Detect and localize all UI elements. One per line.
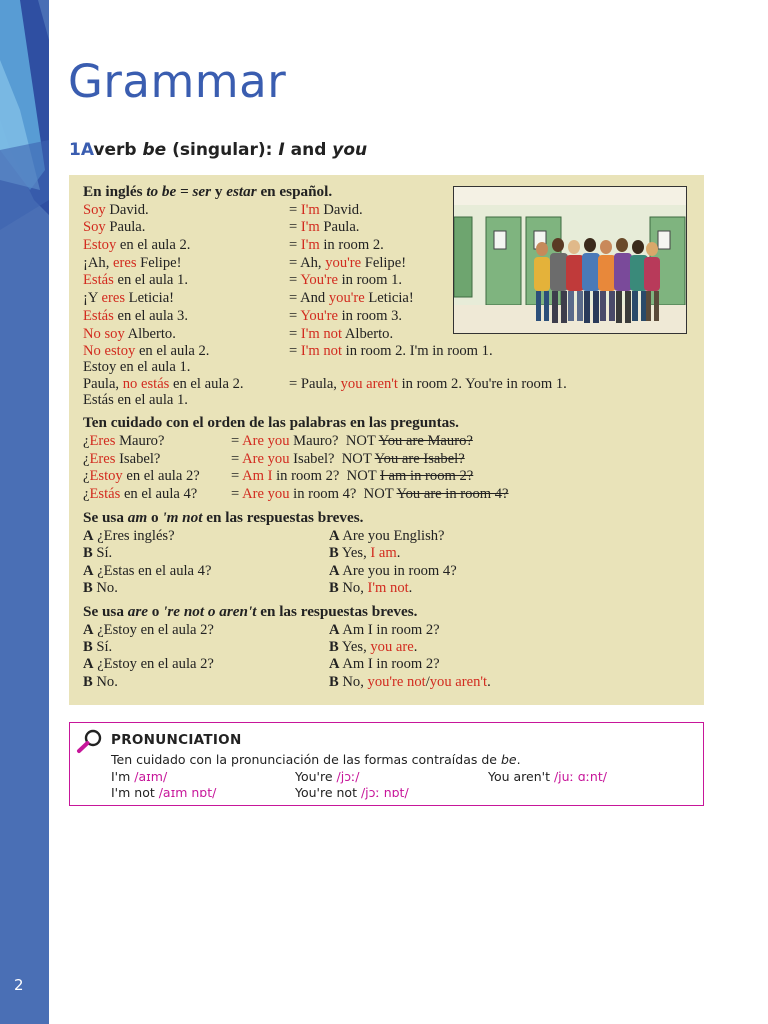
question-es: ¿Eres Mauro? xyxy=(83,433,165,449)
pair-en: = I'm David. xyxy=(289,202,363,218)
dialogue-es: B No. xyxy=(83,674,118,690)
pronunciation-item: You're /jɔː/ xyxy=(295,769,360,784)
left-side-bar xyxy=(0,0,49,1024)
classroom-illustration xyxy=(453,186,687,334)
pair-en: = I'm in room 2. xyxy=(289,237,384,253)
page-title: Grammar xyxy=(68,55,287,108)
pair-es: Paula, no estás en el aula 2. xyxy=(83,376,244,392)
pronunciation-instruction: Ten cuidado con la pronunciación de las formas contraídas de be. xyxy=(111,752,521,767)
section-heading: 1Averb be (singular): I and you xyxy=(69,140,368,160)
pair-es: Estás en el aula 1. xyxy=(83,272,188,288)
pair-en: = You're in room 3. xyxy=(289,308,403,324)
dialogue-es: A ¿Eres inglés? xyxy=(83,528,175,544)
question-en: = Are you Isabel? NOT You are Isabel? xyxy=(231,451,465,467)
dialogue-es: B No. xyxy=(83,580,118,596)
question-en: = Are you Mauro? NOT You are Mauro? xyxy=(231,433,473,449)
dialogue-es: A ¿Estoy en el aula 2? xyxy=(83,656,214,672)
question-en: = Am I in room 2? NOT I am in room 2? xyxy=(231,468,474,484)
pair-en: = I'm not Alberto. xyxy=(289,326,394,342)
pair-extra: Estoy en el aula 1. xyxy=(83,359,191,375)
intro-heading: En inglés to be = ser y estar en español. xyxy=(83,183,333,200)
side-bar-decoration xyxy=(0,0,49,1024)
pair-en: = And you're Leticia! xyxy=(289,290,414,306)
pronunciation-item: I'm not /aɪm nɒt/ xyxy=(111,785,217,800)
pronunciation-title: PRONUNCIATION xyxy=(111,732,242,748)
pair-es: Estás en el aula 3. xyxy=(83,308,188,324)
pronunciation-item: You're not /jɔː nɒt/ xyxy=(295,785,409,800)
page-number: 2 xyxy=(14,976,24,994)
dialogue-es: A ¿Estas en el aula 4? xyxy=(83,563,212,579)
dialogue-es: A ¿Estoy en el aula 2? xyxy=(83,622,214,638)
short-answers-heading-are: Se usa are o 're not o aren't en las respuestas breves. xyxy=(83,603,418,620)
pronunciation-item: I'm /aɪm/ xyxy=(111,769,168,784)
question-en: = Are you in room 4? NOT You are in room 4? xyxy=(231,486,509,502)
short-answers-heading-am: Se usa am o 'm not en las respuestas breves. xyxy=(83,509,364,526)
question-es: ¿Estás en el aula 4? xyxy=(83,486,198,502)
pair-es: ¡Y eres Leticia! xyxy=(83,290,175,306)
dialogue-en: A Are you English? xyxy=(329,528,445,544)
question-es: ¿Estoy en el aula 2? xyxy=(83,468,200,484)
word-order-heading: Ten cuidado con el orden de las palabras en las preguntas. xyxy=(83,414,459,431)
pair-en: = You're in room 1. xyxy=(289,272,403,288)
dialogue-en: B No, I'm not. xyxy=(329,580,413,596)
pair-en: = Ah, you're Felipe! xyxy=(289,255,407,271)
pair-es: No estoy en el aula 2. xyxy=(83,343,210,359)
dialogue-en: B Yes, I am. xyxy=(329,545,401,561)
pair-es: Soy David. xyxy=(83,202,149,218)
pronunciation-box xyxy=(69,722,704,806)
pair-extra: Estás en el aula 1. xyxy=(83,392,188,408)
dialogue-en: A Am I in room 2? xyxy=(329,622,440,638)
pair-es: No soy Alberto. xyxy=(83,326,176,342)
section-number: 1A xyxy=(69,140,94,160)
pronunciation-item: You aren't /juː ɑːnt/ xyxy=(488,769,607,784)
question-es: ¿Eres Isabel? xyxy=(83,451,161,467)
pair-es: Estoy en el aula 2. xyxy=(83,237,191,253)
dialogue-en: B No, you're not/you aren't. xyxy=(329,674,491,690)
pair-en: = Paula, you aren't in room 2. You're in room 1. xyxy=(289,376,567,392)
dialogue-en: B Yes, you are. xyxy=(329,639,418,655)
pair-es: Soy Paula. xyxy=(83,219,146,235)
pair-en: = I'm Paula. xyxy=(289,219,360,235)
magnifier-icon xyxy=(76,728,104,754)
dialogue-es: B Sí. xyxy=(83,639,113,655)
dialogue-es: B Sí. xyxy=(83,545,113,561)
dialogue-en: A Am I in room 2? xyxy=(329,656,440,672)
dialogue-en: A Are you in room 4? xyxy=(329,563,457,579)
pair-en: = I'm not in room 2. I'm in room 1. xyxy=(289,343,493,359)
pair-es: ¡Ah, eres Felipe! xyxy=(83,255,182,271)
